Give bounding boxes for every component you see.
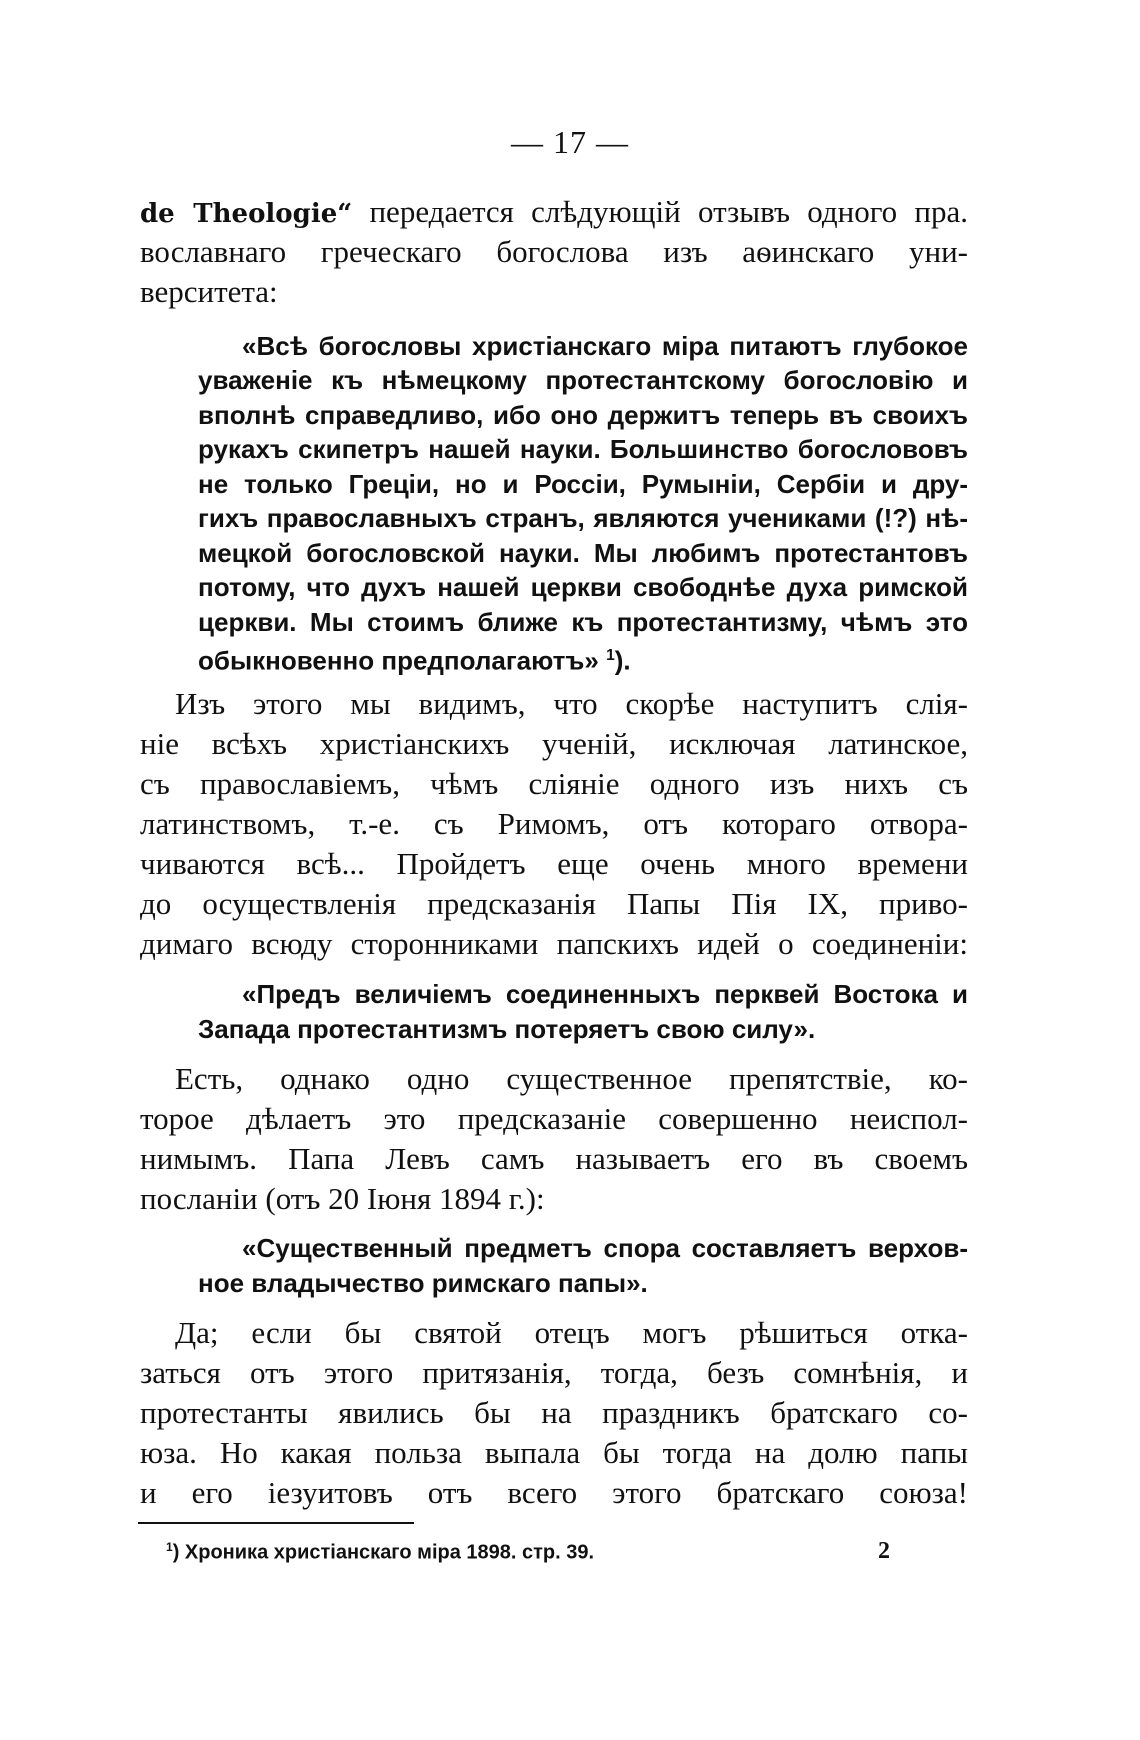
- quote3-line-1: «Существенный предметъ спора составляетъ верхов-: [242, 1233, 968, 1263]
- para3-line-2: торое дѣлаетъ это предсказаніе совершенно неиспол-: [140, 1101, 968, 1136]
- para4-line-2: заться отъ этого притязанія, тогда, безъ сомнѣнія, и: [140, 1355, 968, 1390]
- page-number: — 17 —: [511, 124, 629, 160]
- para2-line-6: до осуществленія предсказанія Папы Пія IX, приво-: [140, 886, 968, 921]
- quote1-line-9: церкви. Мы стоимъ ближе къ протестантизму, чѣмъ это: [198, 607, 968, 637]
- quote1-line-2: уваженіе къ нѣмецкому протестантскому богословію и: [198, 365, 968, 395]
- quote1-line-4: рукахъ скипетръ нашей науки. Большинство богослововъ: [198, 434, 968, 464]
- footnote: [166, 1540, 594, 1565]
- para2-line-4: латинствомъ, т.-е. съ Римомъ, отъ котораго отвора-: [140, 806, 968, 841]
- quote1-line-10: [198, 639, 968, 678]
- footnote-text: ) Хроника христіанскаго міра 1898. стр. 39.: [172, 1541, 595, 1564]
- para3-line-4: посланіи (отъ 20 Іюня 1894 г.):: [140, 1181, 545, 1216]
- intro-source-title: de Theologie“: [140, 199, 353, 229]
- quote1-line-10-text: обыкновенно предполагаютъ»: [198, 645, 599, 676]
- para4-line-1: Да; если бы святой отецъ могъ рѣшиться отка-: [175, 1315, 968, 1350]
- para4-line-3: протестанты явились бы на праздникъ братскаго со-: [140, 1395, 968, 1430]
- quote1-line-3: вполнѣ справедливо, ибо оно держитъ теперь въ своихъ: [198, 400, 968, 430]
- para2-line-5: чиваются всѣ... Пройдетъ еще очень много времени: [140, 846, 968, 881]
- para2-line-3: съ православіемъ, чѣмъ сліяніе одного изъ нихъ съ: [140, 766, 968, 801]
- footnote-reference-tail: ).: [614, 645, 631, 676]
- intro-line-2: вославнаго греческаго богослова изъ аѳинскаго уни-: [140, 234, 968, 269]
- para4-line-5: и его іезуитовъ отъ всего этого братскаго союза!: [140, 1475, 968, 1510]
- para2-line-1: Изъ этого мы видимъ, что скорѣе наступитъ слія-: [175, 686, 968, 721]
- quote2-line-1: «Предъ величіемъ соединенныхъ перквей Востока и: [242, 979, 968, 1009]
- quote3-line-2: ное владычество римскаго папы».: [198, 1268, 648, 1298]
- para2-line-2: ніе всѣхъ христіанскихъ ученій, исключая латинское,: [140, 726, 968, 761]
- intro-line-1: [140, 193, 968, 233]
- para4-line-4: юза. Но какая польза выпала бы тогда на долю папы: [140, 1435, 968, 1470]
- quote1-line-8: потому, что духъ нашей церкви свободнѣе духа римской: [198, 572, 968, 602]
- quote1-line-6: гихъ православныхъ странъ, являются учениками (!?) нѣ-: [198, 503, 968, 533]
- footnote-rule: [138, 1522, 414, 1524]
- quote1-line-1: «Всѣ богословы христіанскаго міра питаютъ глубокое: [242, 331, 968, 361]
- quote1-line-7: мецкой богословской науки. Мы любимъ протестантовъ: [198, 538, 968, 568]
- signature-mark: 2: [878, 1538, 890, 1564]
- para3-line-3: нимымъ. Папа Левъ самъ называетъ его въ своемъ: [140, 1141, 968, 1176]
- quote1-line-5: не только Греціи, но и Россіи, Румыніи, Сербіи и дру-: [198, 469, 968, 499]
- quote2-line-2: Запада протестантизмъ потеряетъ свою силу».: [198, 1014, 816, 1044]
- para3-line-1: Есть, однако одно существенное препятствіе, ко-: [175, 1061, 968, 1096]
- footnote-reference-mark: 1: [606, 647, 615, 664]
- para2-line-7: димаго всюду сторонниками папскихъ идей о соединеніи:: [140, 926, 968, 961]
- intro-line-1-text: передается слѣдующій отзывъ одного пра.: [369, 194, 969, 229]
- footnote-mark: 1: [166, 1540, 173, 1554]
- intro-line-3: верситета:: [140, 274, 278, 309]
